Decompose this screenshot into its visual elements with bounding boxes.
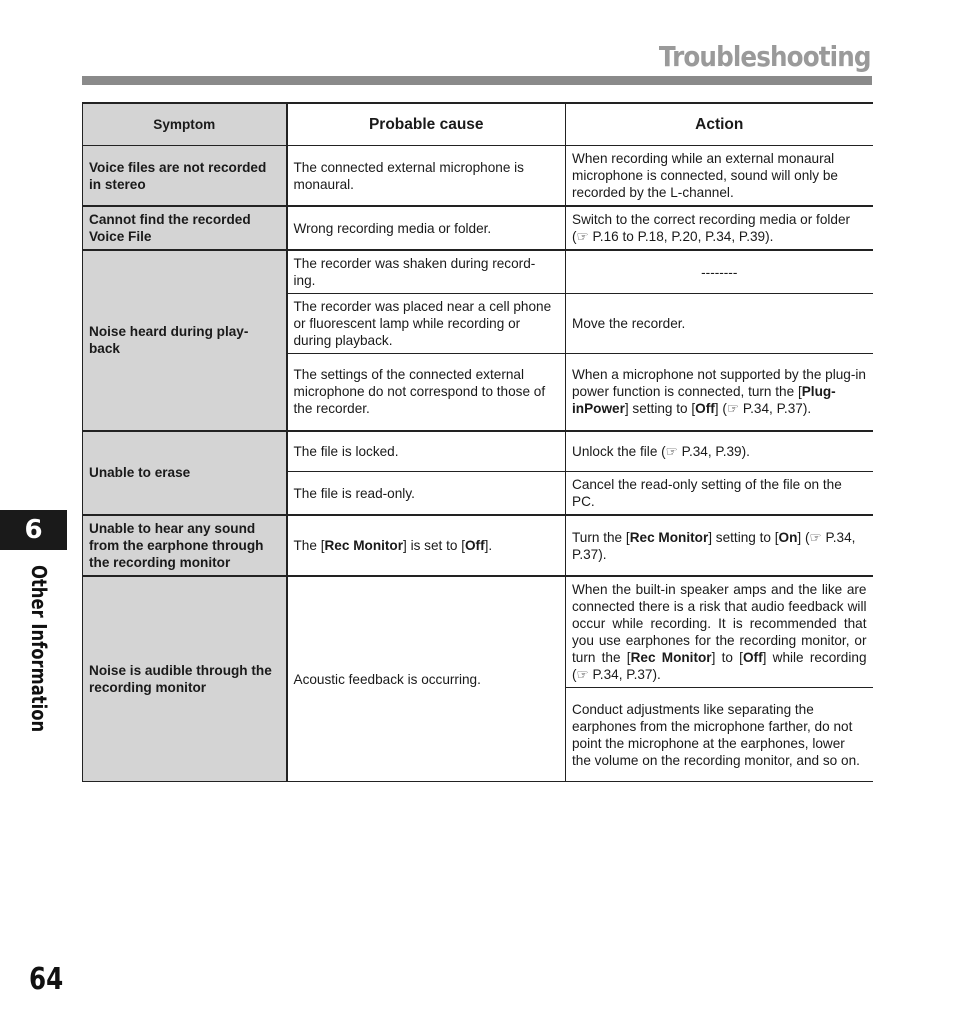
action-cell: Move the recorder. xyxy=(566,294,873,354)
cause-text: The [ xyxy=(293,538,325,553)
action-text: When the built-in speaker amps and the like are connected there is a risk that audio feedback will occur while recording. It is recommended that you use earphones for the recording monitor, or turn the [ xyxy=(572,582,867,665)
action-cell xyxy=(566,354,873,431)
action-text: When a microphone not supported by the plug-in power function is connected, turn the [ xyxy=(572,367,866,400)
symptom-cell: Cannot find the recorded Voice File xyxy=(83,206,287,250)
action-setting: Plug-inPower xyxy=(572,384,836,417)
action-setting: Rec Monitor xyxy=(629,529,709,545)
action-cell: Cancel the read-only setting of the file on the PC. xyxy=(566,472,873,516)
symptom-cell: Voice files are not recorded in stereo xyxy=(83,146,287,207)
cause-cell: The file is read-only. xyxy=(287,472,566,516)
action-text: ] (☞ P.34, P.37). xyxy=(572,529,856,562)
cause-text: ]. xyxy=(484,538,493,553)
table-row xyxy=(83,515,873,576)
cause-cell: Acoustic feedback is occurring. xyxy=(287,576,566,782)
action-text: ] while recording (☞ P.34, P.37). xyxy=(572,650,867,682)
action-value: Off xyxy=(742,650,763,665)
action-cell: Unlock the file (☞ P.34, P.39). xyxy=(566,431,873,472)
page-title: Troubleshooting xyxy=(659,40,871,73)
action-text: ] (☞ P.34, P.37). xyxy=(714,401,812,417)
cause-setting: Rec Monitor xyxy=(324,538,404,553)
cause-cell: Wrong recording media or folder. xyxy=(287,206,566,250)
action-cell: When recording while an external monaural microphone is connected, sound will only be recorded by the L-channel. xyxy=(566,146,873,207)
cause-cell xyxy=(287,515,566,576)
action-text: ] to [ xyxy=(711,650,743,665)
chapter-label: Other Information xyxy=(27,565,51,733)
table-row xyxy=(83,431,873,472)
header-symptom: Symptom xyxy=(83,103,287,146)
cause-text: ] is set to [ xyxy=(403,538,465,553)
action-text: Turn the [ xyxy=(572,529,630,545)
action-cell: Switch to the correct recording media or folder (☞ P.16 to P.18, P.20, P.34, P.39). xyxy=(566,206,873,250)
symptom-cell: Noise heard during play- back xyxy=(83,250,287,431)
action-setting: Rec Monitor xyxy=(630,650,712,665)
action-cell xyxy=(566,576,873,688)
action-text: ] setting to [ xyxy=(624,401,696,417)
table-row xyxy=(83,146,873,207)
action-text: ] setting to [ xyxy=(708,529,779,545)
symptom-cell: Unable to erase xyxy=(83,431,287,516)
table-header-row xyxy=(83,103,873,146)
header-rule xyxy=(82,76,872,85)
page-number: 64 xyxy=(29,962,64,997)
action-value: On xyxy=(778,529,798,545)
chapter-label-container xyxy=(29,565,59,735)
cause-cell: The file is locked. xyxy=(287,431,566,472)
table-row xyxy=(83,576,873,688)
symptom-cell: Noise is audible through the recording monitor xyxy=(83,576,287,782)
header-cause: Probable cause xyxy=(287,103,566,146)
cause-value: Off xyxy=(464,538,485,553)
table-row xyxy=(83,250,873,294)
action-cell: Conduct adjustments like separating the earphones from the microphone farther, do not point the microphone at the earphones, lower the volume on the recording monitor, and so on. xyxy=(566,688,873,782)
action-cell xyxy=(566,515,873,576)
cause-cell: The recorder was shaken during record- ing. xyxy=(287,250,566,294)
header-action: Action xyxy=(566,103,873,146)
troubleshooting-table xyxy=(82,102,873,782)
chapter-tab: 6 xyxy=(0,510,67,550)
action-value: Off xyxy=(695,401,715,417)
cause-cell: The recorder was placed near a cell phone or fluorescent lamp while recording or during playback. xyxy=(287,294,566,354)
cause-cell: The connected external microphone is monaural. xyxy=(287,146,566,207)
symptom-cell: Unable to hear any sound from the earphone through the recording monitor xyxy=(83,515,287,576)
action-cell: -------- xyxy=(566,250,873,294)
cause-cell: The settings of the connected external microphone do not correspond to those of the recorder. xyxy=(287,354,566,431)
table-row xyxy=(83,206,873,250)
